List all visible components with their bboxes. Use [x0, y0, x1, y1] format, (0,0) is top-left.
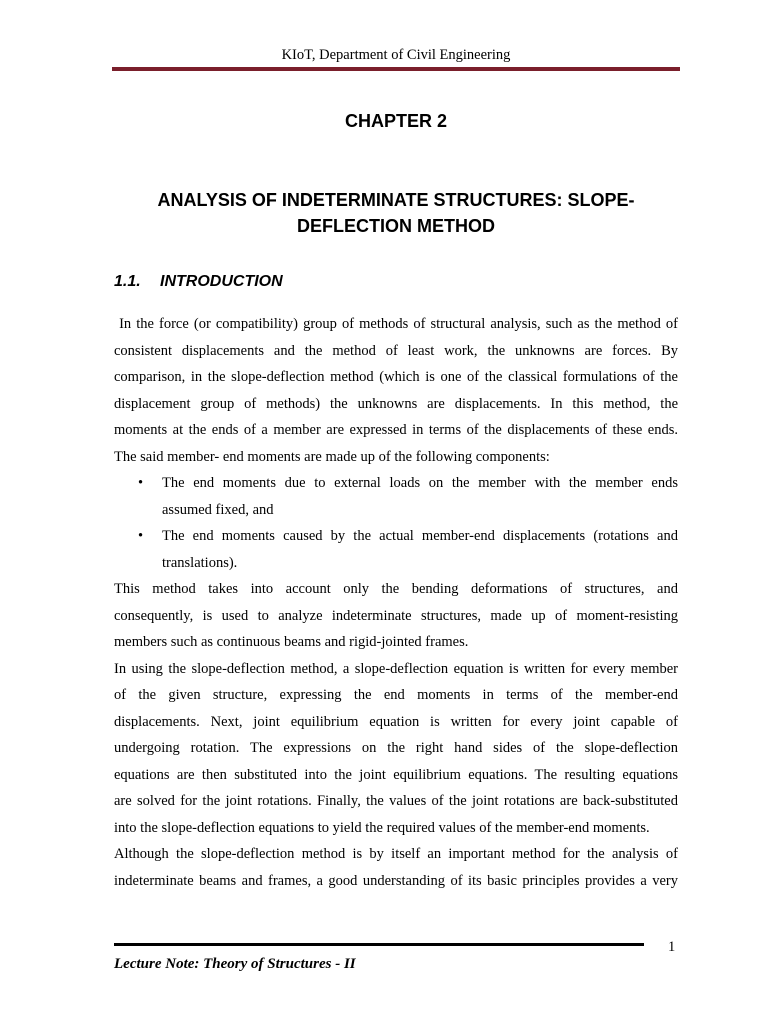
paragraph-importance [114, 841, 678, 894]
page-number: 1 [668, 939, 676, 955]
text-line: into the slope-deflection equations to yield the required values of the member-end moments. [114, 819, 650, 836]
text-line: comparison, in the slope-deflection method (which is one of the classical formulations of the [114, 369, 678, 385]
running-footer: Lecture Note: Theory of Structures - II [114, 956, 356, 972]
text-line: indeterminate beams and frames, a good understanding of its basic principles provides a very [114, 872, 678, 889]
bullet-item [114, 523, 678, 576]
chapter-title-line: ANALYSIS OF INDETERMINATE STRUCTURES: SLOPE- [157, 190, 635, 210]
bullet-item [114, 470, 678, 523]
text-line: The said member- end moments are made up of the following components: [114, 448, 550, 465]
text-line: Although the slope-deflection method is by itself an important method for the analysis of [114, 846, 678, 862]
text-line: equations are then substituted into the joint equilibrium equations. The resulting equations [114, 766, 678, 783]
text-line: members such as continuous beams and rigid-jointed frames. [114, 634, 469, 650]
text-line: undergoing rotation. The expressions on the right hand sides of the slope-deflection [114, 740, 678, 756]
paragraph-intro [114, 311, 678, 470]
text-line: This method takes into account only the bending deformations of structures, and [114, 581, 678, 597]
section-number: 1.1. [114, 273, 141, 290]
text-line: displacement group of methods) the unknowns are displacements. In this method, the [114, 395, 678, 412]
bullet-list [114, 470, 678, 576]
text-line: are solved for the joint rotations. Finally, the values of the joint rotations are back-substituted [114, 793, 678, 809]
text-line: moments at the ends of a member are expressed in terms of the displacements of these ends. [114, 422, 678, 438]
text-line: • The end moments due to external loads on the member with the member ends [162, 475, 678, 491]
text-line: assumed fixed, and [162, 501, 274, 518]
text-line: In the force (or compatibility) group of methods of structural analysis, such as the method of [114, 316, 678, 332]
text-line: of the given structure, expressing the end moments in terms of the member-end [114, 687, 678, 703]
footer-rule [114, 943, 644, 946]
chapter-heading: CHAPTER 2 [344, 111, 447, 131]
chapter-title [112, 187, 680, 239]
paragraph-procedure [114, 656, 678, 842]
text-line: translations). [162, 554, 238, 571]
section-heading [114, 272, 283, 292]
text-line: displacements. Next, joint equilibrium equation is written for every joint capable of [114, 713, 678, 730]
header-rule [112, 67, 680, 71]
text-line: • The end moments caused by the actual member-end displacements (rotations and [162, 528, 678, 544]
running-header: KIoT, Department of Civil Engineering [281, 47, 511, 63]
section-title: INTRODUCTION [160, 273, 283, 290]
chapter-title-line: DEFLECTION METHOD [297, 216, 495, 236]
text-line: In using the slope-deflection method, a slope-deflection equation is written for every member [114, 660, 678, 677]
paragraph-scope [114, 576, 678, 656]
body-text [114, 311, 678, 894]
text-line: consequently, is used to analyze indeterminate structures, made up of moment-resisting [114, 607, 678, 624]
text-line: consistent displacements and the method of least work, the unknowns are forces. By [114, 342, 678, 359]
